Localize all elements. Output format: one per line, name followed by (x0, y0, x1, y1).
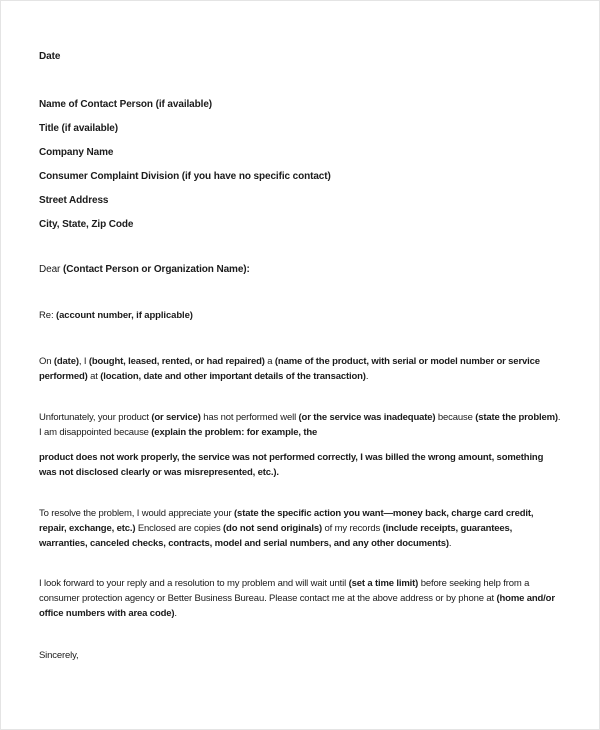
date-line: Date (39, 51, 61, 62)
salutation-line: Dear (Contact Person or Organization Name): (39, 264, 250, 275)
deadline-paragraph: I look forward to your reply and a resolution to my problem and will wait until (set a time limit) before seeking help from a consumer protection agency or Better Business Bureau. Please contact me at the above address or by phone at (home and/or office numbers with area code). (39, 578, 555, 619)
city-state-zip-line: City, State, Zip Code (39, 219, 134, 230)
recipient-address-block (39, 93, 563, 237)
contact-person-line: Name of Contact Person (if available) (39, 99, 213, 110)
complaint-division-line: Consumer Complaint Division (if you have no specific contact) (39, 171, 331, 182)
closing-line: Sincerely, (39, 650, 79, 661)
reference-line: Re: (account number, if applicable) (39, 310, 193, 321)
problem-paragraph-continued: product does not work properly, the service was not performed correctly, I was billed the wrong amount, something was not disclosed clearly or was misrepresented, etc.). (39, 452, 544, 478)
resolution-paragraph: To resolve the problem, I would appreciate your (state the specific action you want—money back, charge card credit, repair, exchange, etc.) Enclosed are copies (do not send originals) of my records (include receipts, guarantees, warranties, canceled checks, contracts, model and serial numbers, and any other documents). (39, 508, 534, 549)
problem-paragraph: Unfortunately, your product (or service) has not performed well (or the service was inadequate) because (state the problem). I am disappointed because (explain the problem: for example, the (39, 412, 561, 438)
contact-title-line: Title (if available) (39, 123, 118, 134)
transaction-paragraph: On (date), I (bought, leased, rented, or had repaired) a (name of the product, with serial or model number or service performed) at (location, date and other important details of the transaction). (39, 356, 540, 382)
company-name-line: Company Name (39, 147, 114, 158)
street-address-line: Street Address (39, 195, 109, 206)
